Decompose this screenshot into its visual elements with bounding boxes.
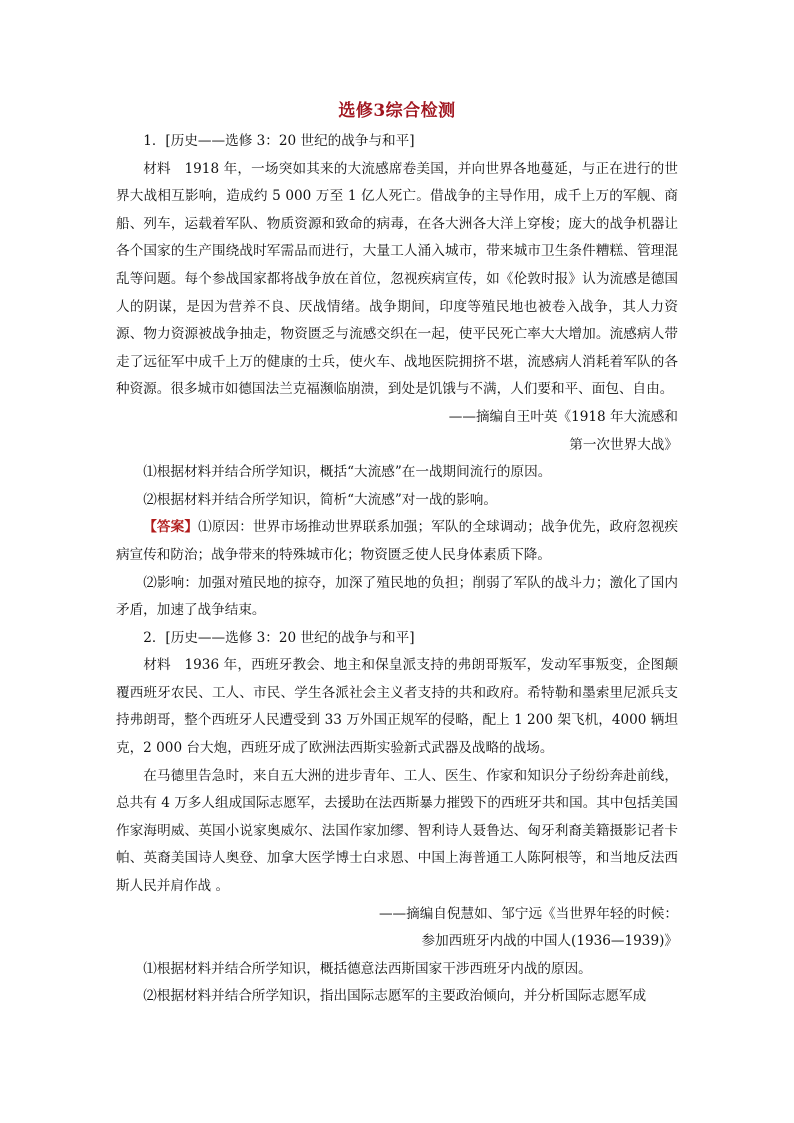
- q2-material-2: 在马德里告急时，来自五大洲的进步青年、工人、医生、作家和知识分子纷纷奔赴前线，总共有 4 万多人组成国际志愿军，去援助在法西斯暴力摧毁下的西班牙共和国。其中包括美国作家海明威、英国小说家奥威尔、法国作家加缪、智利诗人聂鲁达、匈牙利裔美籍摄影记者卡帕、英裔美国诗人奥登、加拿大医学博士白求恩、中国上海普通工人陈阿根等，和当地反法西斯人民并肩作战 。: [116, 767, 678, 895]
- q1-answer-2: ⑵影响：加强对殖民地的掠夺，加深了殖民地的负担；削弱了军队的战斗力；激化了国内矛盾，加速了战争结束。: [116, 574, 678, 619]
- q1-answer-1: [116, 514, 678, 569]
- q2-header: 2．[历史——选修 3：20 世纪的战争与和平]: [143, 629, 415, 646]
- q1-subquestion-2: ⑵根据材料并结合所学知识，简析“大流感”对一战的影响。: [143, 491, 497, 508]
- document-body: [116, 128, 678, 1011]
- q1-citation-line2: 第一次世界大战》: [569, 436, 678, 453]
- q2-material-1: 材料 1936 年，西班牙教会、地主和保皇派支持的弗朗哥叛军，发动军事叛变，企图颠覆西班牙农民、工人、市民、学生各派社会主义者支持的共和政府。希特勒和墨索里尼派兵支持弗朗哥，整个西班牙人民遭受到 33 万外国正规军的侵略，配上 1 200 架飞机，4000 辆坦克，2 000 台大炮，西班牙成了欧洲法西斯实验新式武器及战略的战场。: [116, 657, 678, 757]
- q2-citation-line1: ——摘编自倪慧如、邹宁远《当世界年轻的时候：: [378, 905, 678, 922]
- page-title: 选修3综合检测: [338, 101, 456, 121]
- answer-tag: 【答案】: [143, 519, 199, 536]
- q1-citation-line1: ——摘编自王叶英《1918 年大流感和: [448, 408, 678, 425]
- q2-subquestion-2: ⑵根据材料并结合所学知识，指出国际志愿军的主要政治倾向，并分析国际志愿军成: [143, 988, 647, 1005]
- q1-subquestion-1: ⑴根据材料并结合所学知识，概括“大流感”在一战期间流行的原因。: [143, 464, 552, 481]
- q1-material: 材料 1918 年，一场突如其来的大流感席卷美国，并向世界各地蔓延，与正在进行的世界大战相互影响，造成约 5 000 万至 1 亿人死亡。借战争的主导作用，成千上万的军舰、商船、列车，运载着军队、物质资源和致命的病毒，在各大洲各大洋上穿梭；庞大的战争机器让各个国家的生产围绕战时军需品而进行，大量工人涌入城市，带来城市卫生条件糟糕、管理混乱等问题。每个参战国家都将战争放在首位，忽视疾病宣传，如《伦敦时报》认为流感是德国人的阴谋，是因为营养不良、厌战情绪。战争期间，印度等殖民地也被卷入战争，其人力资源、物力资源被战争抽走，物资匮乏与流感交织在一起，使平民死亡率大大增加。流感病人带走了远征军中成千上万的健康的士兵，使火车、战地医院拥挤不堪，流感病人消耗着军队的各种资源。很多城市如德国法兰克福濒临崩溃，到处是饥饿与不满，人们要和平、面包、自由。: [116, 160, 678, 398]
- q1-answer-1-text: ⑴原因：世界市场推动世界联系加强；军队的全球调动；战争优先，政府忽视疾病宣传和防治；战争带来的特殊城市化；物资匮乏使人民身体素质下降。: [116, 519, 679, 563]
- q1-header: 1．[历史——选修 3：20 世纪的战争与和平]: [143, 133, 415, 149]
- q2-subquestion-1: ⑴根据材料并结合所学知识，概括德意法西斯国家干涉西班牙内战的原因。: [143, 960, 592, 977]
- q2-citation-line2: 参加西班牙内战的中国人(1936—1939)》: [421, 933, 678, 950]
